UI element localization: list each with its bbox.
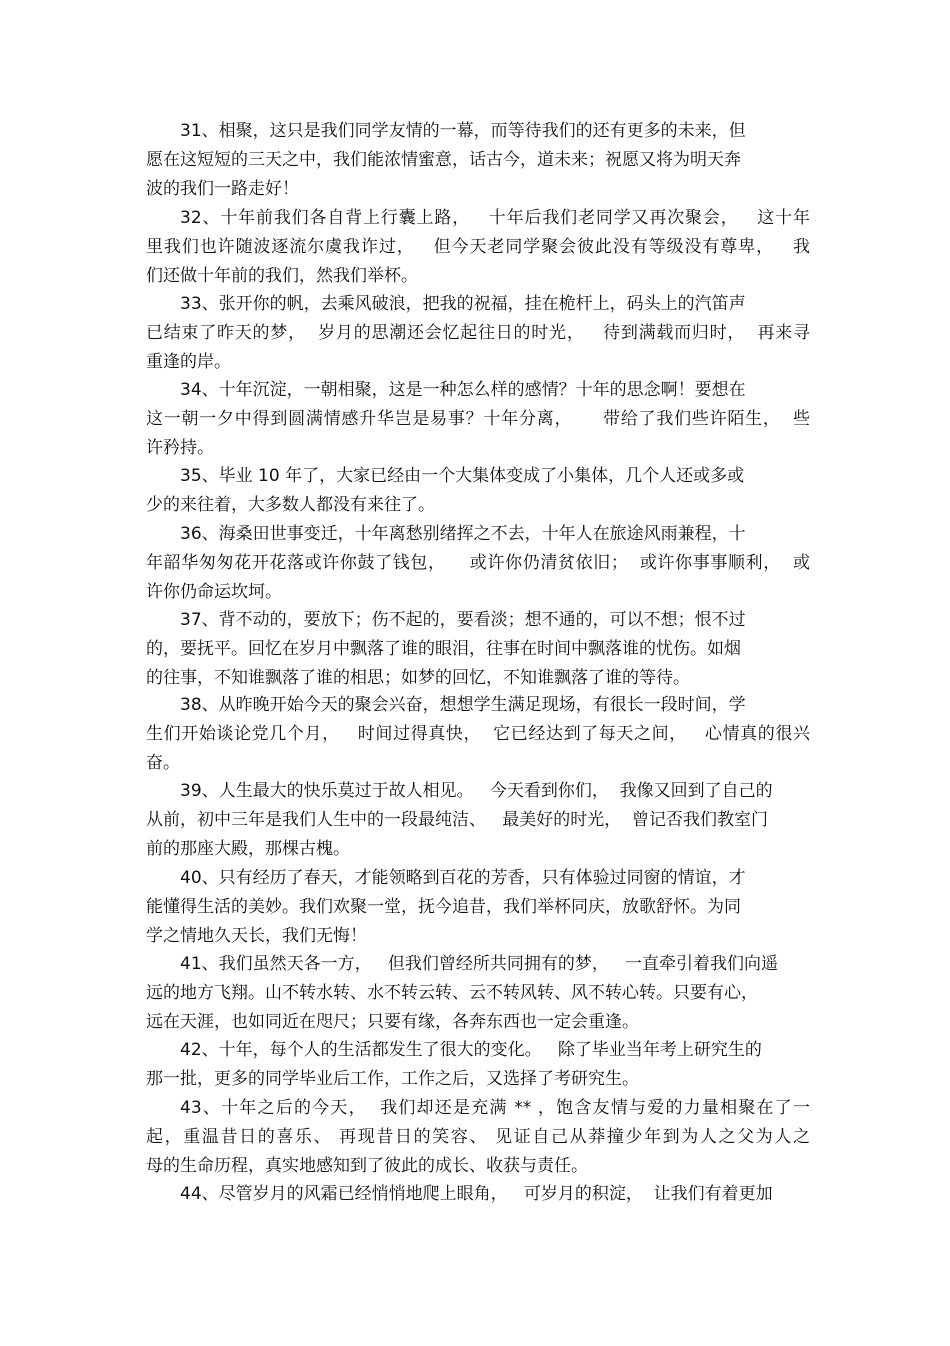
text-line: 32、十年前我们各自背上行囊上路， 十年后我们老同学又再次聚会， 这十年 <box>180 208 810 228</box>
entry-43 <box>146 1094 810 1181</box>
entry-31 <box>146 117 810 204</box>
text-line: 40、只有经历了春天，才能领略到百花的芳香，只有体验过同窗的情谊，才 <box>180 868 746 888</box>
entry-40 <box>146 864 810 951</box>
text-line: 的，要抚平。回忆在岁月中飘落了谁的眼泪，往事在时间中飘落谁的忧伤。如烟 <box>146 639 741 659</box>
text-line: 从前，初中三年是我们人生中的一段最纯洁、 最美好的时光， 曾记否我们教室门 <box>146 810 769 830</box>
text-line: 38、从昨晚开始今天的聚会兴奋，想想学生满足现场，有很长一段时间，学 <box>180 695 746 715</box>
entry-34 <box>146 376 810 463</box>
entry-32 <box>146 204 810 291</box>
text-line: 年韶华匆匆花开花落或许你鼓了钱包， 或许你仍清贫依旧； 或许你事事顺利， 或 <box>146 553 810 573</box>
text-line: 37、背不动的，要放下；伤不起的，要看淡；想不通的，可以不想；恨不过 <box>180 610 746 630</box>
text-line: 母的生命历程，真实地感知到了彼此的成长、收获与责任。 <box>146 1156 588 1176</box>
text-line: 33、张开你的帆，去乘风破浪，把我的祝福，挂在桅杆上，码头上的汽笛声 <box>180 294 746 314</box>
text-line: 远在天涯，也如同近在咫尺；只要有缘，各奔东西也一定会重逢。 <box>146 1012 639 1032</box>
text-line: 许你仍命运坎坷。 <box>146 582 282 602</box>
text-line: 这一朝一夕中得到圆满情感升华岂是易事？十年分离， 带给了我们些许陌生， 些 <box>146 409 810 429</box>
entry-37 <box>146 606 810 693</box>
text-line: 愿在这短短的三天之中，我们能浓情蜜意，话古今，道未来；祝愿又将为明天奔 <box>146 150 741 170</box>
text-line: 生们开始谈论党几个月， 时间过得真快， 它已经达到了每天之间， 心情真的很兴 <box>146 724 810 744</box>
entry-44 <box>146 1180 810 1209</box>
text-line: 少的来往着，大多数人都没有来往了。 <box>146 495 435 515</box>
text-line: 31、相聚，这只是我们同学友情的一幕，而等待我们的还有更多的未来，但 <box>180 121 746 141</box>
text-line: 波的我们一路走好！ <box>146 179 299 199</box>
text-line: 41、我们虽然天各一方， 但我们曾经所共同拥有的梦， 一直牵引着我们向遥 <box>180 954 779 974</box>
text-line: 能懂得生活的美妙。我们欢聚一堂，抚今追昔，我们举杯同庆，放歌舒怀。为同 <box>146 897 741 917</box>
text-line: 们还做十年前的我们，然我们举杯。 <box>146 266 418 286</box>
text-line: 学之情地久天长，我们无悔！ <box>146 926 367 946</box>
entry-33 <box>146 290 810 377</box>
text-line: 的往事，不知谁飘落了谁的相思；如梦的回忆，不知谁飘落了谁的等待。 <box>146 668 690 688</box>
entry-39 <box>146 777 810 864</box>
text-line: 前的那座大殿，那棵古槐。 <box>146 839 350 859</box>
text-line: 奋。 <box>146 753 180 773</box>
text-line: 43、十年之后的今天， 我们却还是充满 ** ，饱含友情与爱的力量相聚在了一 <box>180 1098 810 1118</box>
entry-38 <box>146 691 810 778</box>
entry-36 <box>146 520 810 607</box>
text-line: 已结束了昨天的梦， 岁月的思潮还会忆起往日的时光， 待到满载而归时， 再来寻 <box>146 323 810 343</box>
text-line: 那一批，更多的同学毕业后工作，工作之后，又选择了考研究生。 <box>146 1069 639 1089</box>
text-line: 39、人生最大的快乐莫过于故人相见。 今天看到你们， 我像又回到了自己的 <box>180 781 773 801</box>
text-line: 许矜持。 <box>146 438 214 458</box>
text-line: 34、十年沉淀，一朝相聚，这是一种怎么样的感情？十年的思念啊！要想在 <box>180 380 746 400</box>
text-line: 36、海桑田世事变迁，十年离愁别绪挥之不去，十年人在旅途风雨兼程，十 <box>180 524 746 544</box>
entry-35 <box>146 462 810 520</box>
text-line: 远的地方飞翔。山不转水转、水不转云转、云不转风转、风不转心转。只要有心， <box>146 983 758 1003</box>
text-line: 44、尽管岁月的风霜已经悄悄地爬上眼角， 可岁月的积淀， 让我们有着更加 <box>180 1184 773 1204</box>
entry-42 <box>146 1036 810 1094</box>
text-line: 42、十年，每个人的生活都发生了很大的变化。 除了毕业当年考上研究生的 <box>180 1040 762 1060</box>
text-line: 里我们也许随波逐流尔虞我诈过， 但今天老同学聚会彼此没有等级没有尊卑， 我 <box>146 237 810 257</box>
text-line: 重逢的岸。 <box>146 352 231 372</box>
entry-41 <box>146 950 810 1037</box>
text-line: 起，重温昔日的喜乐、 再现昔日的笑容、 见证自己从莽撞少年到为人之父为人之 <box>146 1127 810 1147</box>
text-line: 35、毕业 10 年了，大家已经由一个大集体变成了小集体，几个人还或多或 <box>180 466 745 486</box>
